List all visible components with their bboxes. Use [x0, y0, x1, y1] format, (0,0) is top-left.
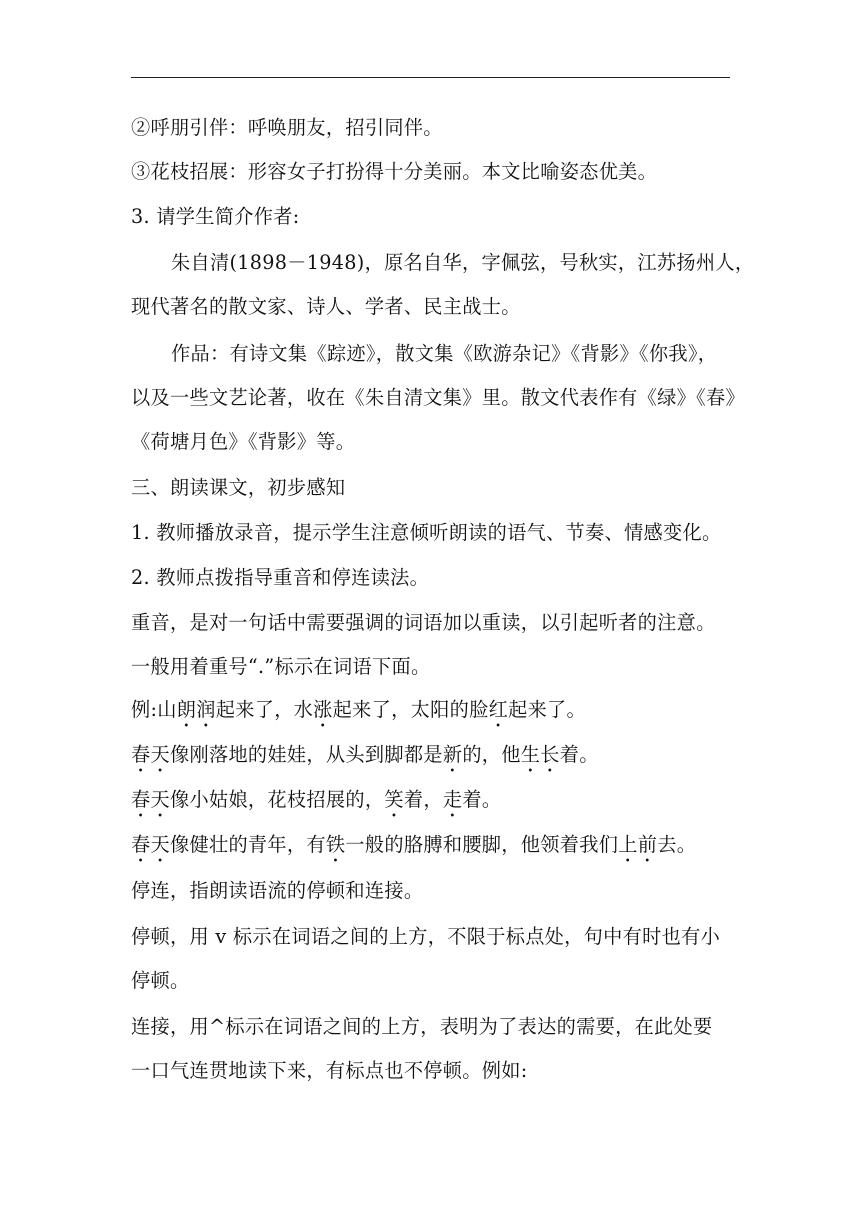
pause-definition: 停顿，用 v 标示在词语之间的上方，不限于标点处，句中有时也有小	[131, 925, 721, 948]
example-sentence: 春天像小姑娘，花枝招展的，笑着，走着。	[131, 788, 502, 811]
author-intro-line: 现代著名的散文家、诗人、学者、民主战士。	[131, 295, 521, 318]
works-line: 作品：有诗文集《踪迹》，散文集《欧游杂记》《背影》《你我》，	[171, 342, 718, 365]
stress-definition: 一般用着重号“.”标示在词语下面。	[131, 655, 431, 678]
pause-definition: 停顿。	[131, 969, 190, 992]
link-definition: 一口气连贯地读下来，有标点也不停顿。例如:	[131, 1059, 528, 1082]
header-rule	[131, 77, 730, 78]
link-definition: 连接，用^标示在词语之间的上方，表明为了表达的需要，在此处要	[131, 1015, 713, 1038]
example-sentence: 春天像刚落地的娃娃，从头到脚都是新的，他生长着。	[131, 743, 599, 766]
step-1: 1. 教师播放录音，提示学生注意倾听朗读的语气、节奏、情感变化。	[131, 521, 722, 544]
vocab-item-3: ③花枝招展：形容女子打扮得十分美丽。本文比喻姿态优美。	[131, 160, 658, 183]
step-2: 2. 教师点拨指导重音和停连读法。	[131, 566, 430, 589]
vocab-item-2: ②呼朋引伴：呼唤朋友，招引同伴。	[131, 116, 443, 139]
example-sentence: 例:山朗润起来了，水涨起来了，太阳的脸红起来了。	[131, 698, 587, 721]
section-heading-reading: 三、朗读课文，初步感知	[131, 476, 346, 499]
pause-link-definition: 停连，指朗读语流的停顿和连接。	[131, 879, 424, 902]
stress-definition: 重音，是对一句话中需要强调的词语加以重读，以引起听者的注意。	[131, 611, 716, 634]
example-sentence: 春天像健壮的青年，有铁一般的胳膊和腰脚，他领着我们上前去。	[131, 833, 697, 856]
works-line: 《荷塘月色》《背影》等。	[131, 430, 356, 453]
author-intro-line: 朱自清(1898－1948)，原名自华，字佩弦，号秋实，江苏扬州人，	[171, 251, 755, 274]
section-heading-author: 3. 请学生简介作者:	[131, 205, 300, 228]
works-line: 以及一些文艺论著，收在《朱自清文集》里。散文代表作有《绿》《春》	[131, 386, 745, 409]
